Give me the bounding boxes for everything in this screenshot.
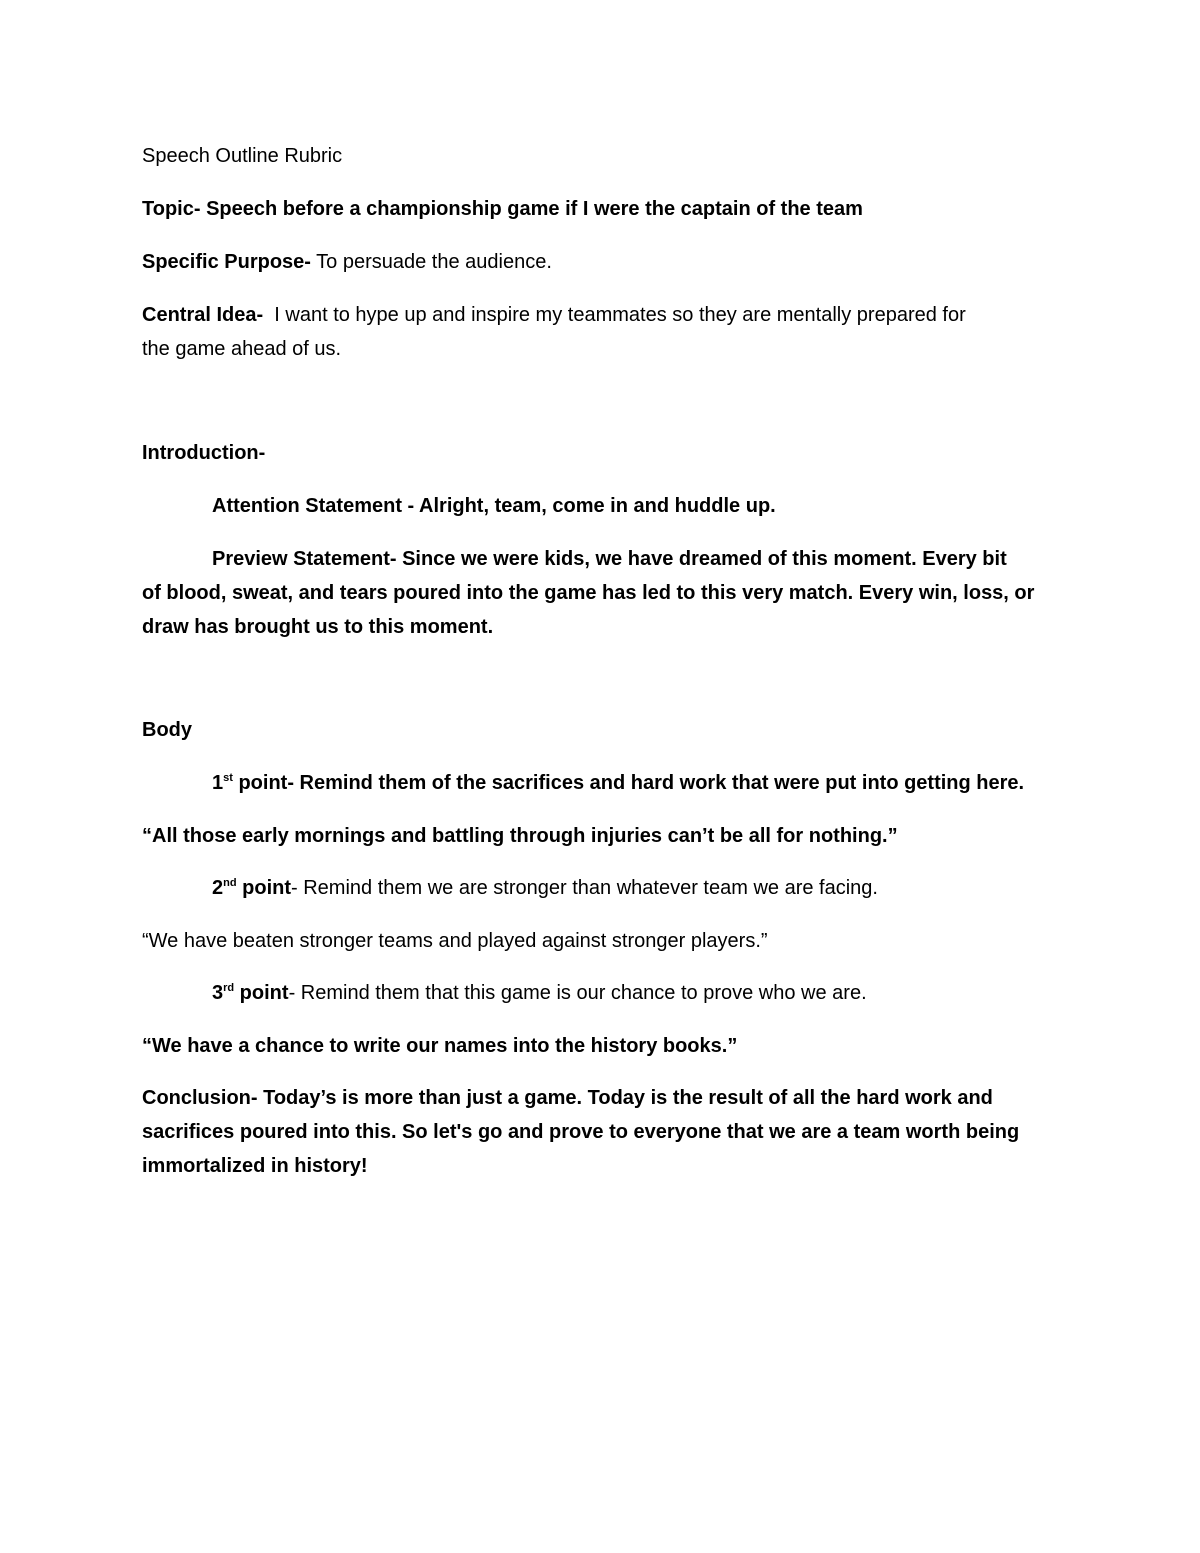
point-3-label: point <box>234 982 289 1004</box>
point-2-ordinal: nd <box>223 877 237 889</box>
conclusion-line-3: immortalized in history! <box>142 1155 368 1177</box>
point-3-quote: “We have a chance to write our names into the history books.” <box>142 1035 738 1057</box>
point-2-label: point <box>236 877 292 899</box>
preview-statement-line-2: of blood, sweat, and tears poured into the game has led to this very match. Every win, loss, or <box>142 582 1035 604</box>
central-idea-text: I want to hype up and inspire my teammates so they are mentally prepared for <box>274 304 966 326</box>
topic-text: Speech before a championship game if I were the captain of the team <box>206 198 863 220</box>
point-2 <box>212 871 878 905</box>
point-2-quote: “We have beaten stronger teams and played against stronger players.” <box>142 930 768 952</box>
point-1-number: 1 <box>212 772 224 794</box>
central-idea-line-2: the game ahead of us. <box>142 338 342 360</box>
point-1-text: point- Remind them of the sacrifices and hard work that were put into getting here. <box>232 772 1025 794</box>
point-2-text: - Remind them we are stronger than whatever team we are facing. <box>291 877 878 899</box>
point-1-quote: “All those early mornings and battling through injuries can’t be all for nothing.” <box>142 825 898 847</box>
point-2-number: 2 <box>212 877 224 899</box>
attention-statement: Attention Statement - Alright, team, come in and huddle up. <box>212 495 776 517</box>
central-idea-line-1 <box>142 298 966 332</box>
point-3 <box>212 976 867 1010</box>
conclusion-line-2: sacrifices poured into this. So let's go and prove to everyone that we are a team worth being <box>142 1121 1020 1143</box>
specific-purpose-line <box>142 245 552 279</box>
preview-statement-line-1: Preview Statement- Since we were kids, we have dreamed of this moment. Every bit <box>212 548 1007 570</box>
specific-purpose-label: Specific Purpose- <box>142 251 311 273</box>
document-title: Speech Outline Rubric <box>142 145 343 167</box>
preview-statement-line-3: draw has brought us to this moment. <box>142 616 494 638</box>
central-idea-label: Central Idea- <box>142 304 264 326</box>
point-1 <box>212 766 1024 800</box>
topic-label: Topic- <box>142 198 201 220</box>
point-3-text: - Remind them that this game is our chance to prove who we are. <box>288 982 867 1004</box>
point-1-ordinal: st <box>223 772 233 784</box>
conclusion-line-1: Conclusion- Today’s is more than just a game. Today is the result of all the hard work and <box>142 1087 993 1109</box>
body-heading: Body <box>142 719 192 741</box>
point-3-ordinal: rd <box>223 982 235 994</box>
specific-purpose-text: To persuade the audience. <box>316 251 552 273</box>
point-3-number: 3 <box>212 982 224 1004</box>
topic-line <box>142 192 863 226</box>
introduction-heading: Introduction- <box>142 442 266 464</box>
